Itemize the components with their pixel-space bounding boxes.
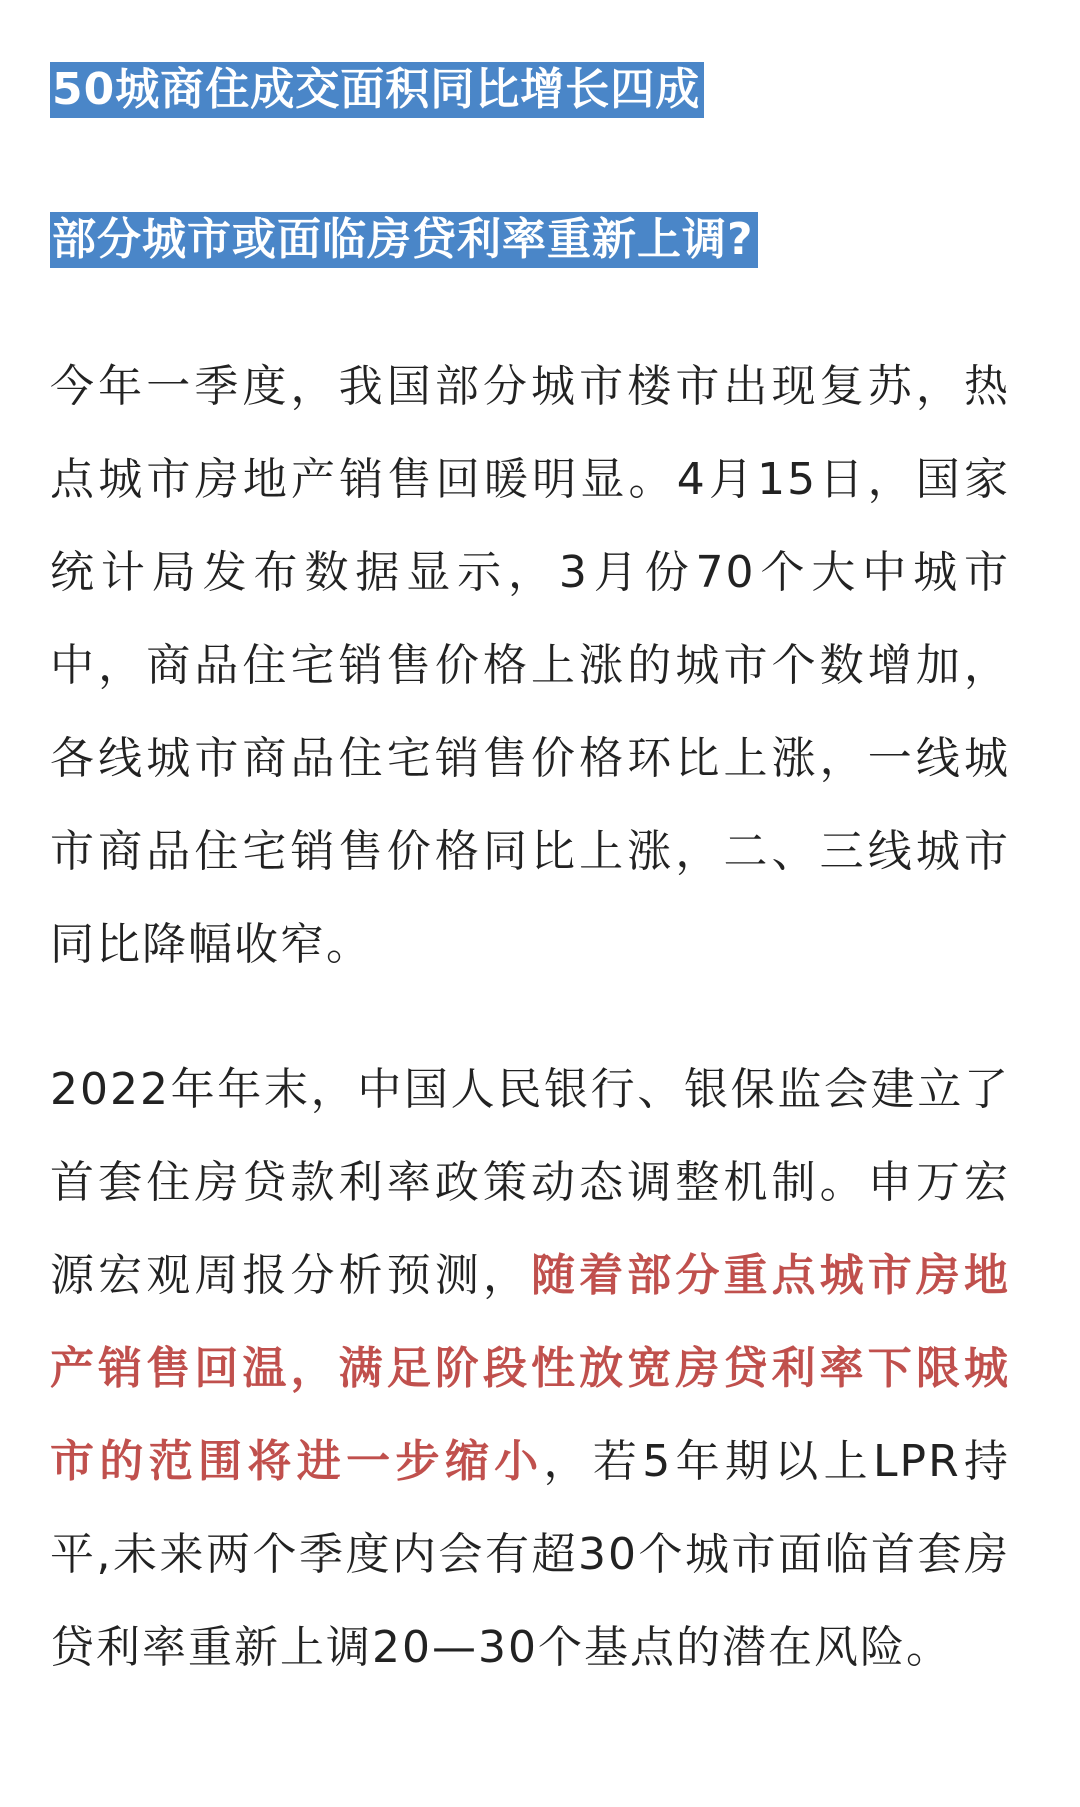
- headline-2: 部分城市或面临房贷利率重新上调?: [50, 212, 758, 268]
- paragraph-1-text: 今年一季度，我国部分城市楼市出现复苏，热点城市房地产销售回暖明显。4月15日，国家统计局发布数据显示，3月份70个大中城市中，商品住宅销售价格上涨的城市个数增加，各线城市商品住宅销售价格环比上涨，一线城市商品住宅销售价格同比上涨，二、三线城市同比降幅收窄。: [50, 361, 1010, 970]
- highlighted-forecast: 随着部分重点城市房地产销售回温，满足阶段性放宽房贷利率下限城市的范围将进一步缩小: [50, 1250, 1011, 1487]
- paragraph-2-outro: ，若5年期以上LPR持平,未来两个季度内会有超30个城市面临首套房贷利率重新上调20—30个基点的潜在风险。: [50, 1436, 1010, 1673]
- paragraph-2-intro: 2022年年末，中国人民银行、银保监会建立了首套住房贷款利率政策动态调整机制。申万宏源宏观周报分析预测，: [50, 1064, 1010, 1301]
- headline-1: 50城商住成交面积同比增长四成: [50, 62, 704, 118]
- paragraph-1: [50, 340, 1010, 991]
- paragraph-2: [50, 1043, 1010, 1694]
